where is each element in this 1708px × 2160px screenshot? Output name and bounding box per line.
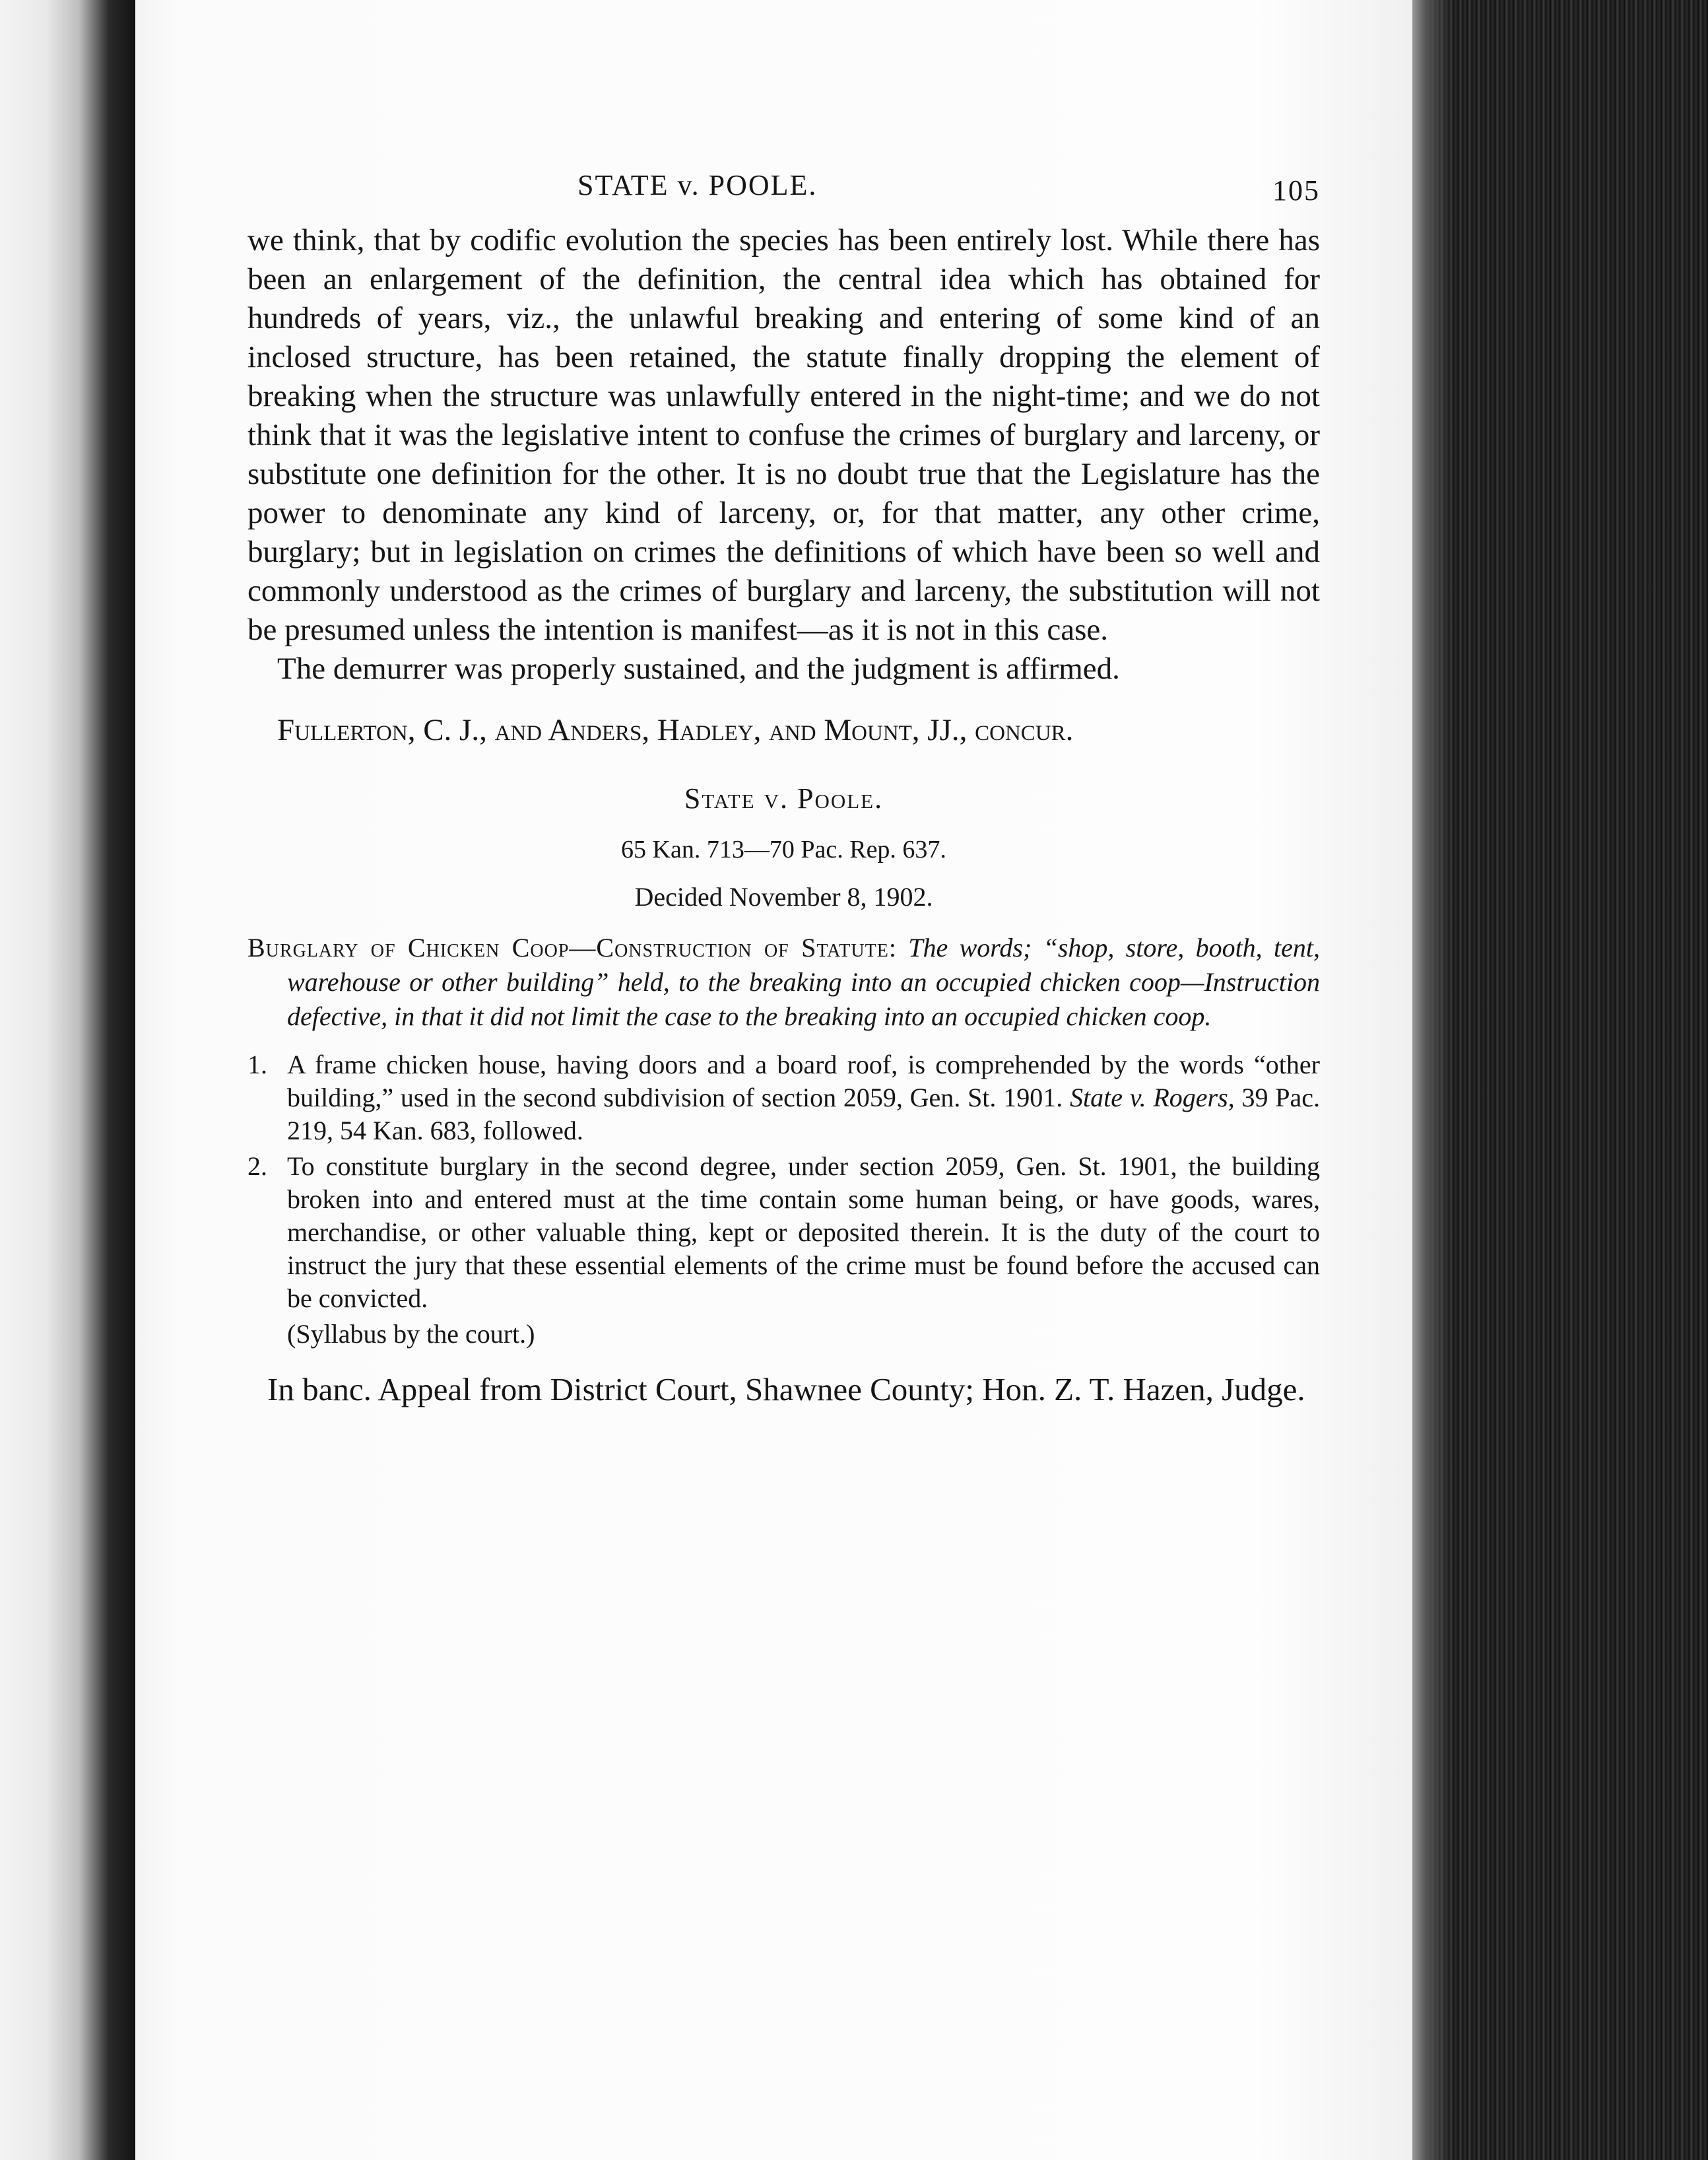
page-number: 105 [1272, 174, 1320, 207]
case-citation: 65 Kan. 713—70 Pac. Rep. 637. [621, 836, 946, 863]
case-title: State v. Poole. [684, 782, 884, 815]
book-page-edges [1412, 0, 1708, 2160]
concurrence-line: Fullerton, C. J., and Anders, Hadley, and Mount, JJ., concur. [277, 713, 1074, 747]
syllabus-item [247, 1150, 1320, 1315]
decision-date: Decided November 8, 1902. [634, 882, 933, 912]
opinion-paragraph: we think, that by codific evolution the species has been entirely lost. While there has been an enlargement of the definition, the central idea which has obtained for hundreds of years, viz., the unlawful breaking and entering of some kind of an inclosed structure, has been retained, the statute finally dropping the element of breaking when the structure was unlawfully entered in the night-time; and we do not think that it was the legislative intent to confuse the crimes of burglary and larceny, or substitute one definition for the other. It is no doubt true that the Legislature has the power to denominate any kind of larceny, or, for that matter, any other crime, burglary; but in legislation on crimes the definitions of which have been so well and commonly understood as the crimes of burglary and larceny, the substitution will not be presumed unless the intention is manifest—as it is not in this case. [247, 223, 1320, 647]
syllabus-text: A frame chicken house, having doors and a board roof, is comprehended by the words “other building,” used in the second subdivision of section 2059, Gen. St. 1901. [287, 1050, 1320, 1112]
cited-case-name: State v. Rogers, [1070, 1083, 1235, 1112]
headnote-text: The words; “shop, store, booth, tent, warehouse or other building” held, to the breaking into an occupied chicken coop—Instruction defective, in that it did not limit the case to the breaking into an occupied chicken coop. [287, 933, 1320, 1031]
page-content [247, 168, 1320, 1410]
opinion-paragraph: The demurrer was properly sustained, and the judgment is affirmed. [277, 652, 1120, 686]
appeal-line: In banc. Appeal from District Court, Shawnee County; Hon. Z. T. Hazen, Judge. [267, 1371, 1305, 1407]
left-page-gutter [0, 0, 135, 2160]
headnote [247, 931, 1320, 1034]
syllabus-list [247, 1048, 1320, 1315]
running-head-title: STATE v. POOLE. [577, 169, 818, 201]
running-head [247, 168, 1320, 221]
syllabus-note: (Syllabus by the court.) [287, 1319, 535, 1349]
syllabus-item [247, 1048, 1320, 1147]
syllabus-number: 2. [247, 1151, 267, 1181]
headnote-topic: Burglary of Chicken Coop—Construction of Statute: [247, 933, 897, 962]
syllabus-text: To constitute burglary in the second degree, under section 2059, Gen. St. 1901, the building broken into and entered must at the time contain some human being, or have goods, wares, merchandise, or other valuable thing, kept or deposited therein. It is the duty of the court to instruct the jury that these essential elements of the crime must be found before the accused can be convicted. [287, 1151, 1320, 1313]
syllabus-number: 1. [247, 1050, 267, 1079]
syllabus-text-after: 39 Pac. 219, 54 Kan. 683, followed. [287, 1083, 1321, 1145]
page-edge-shadow [1412, 0, 1452, 2160]
book-page [135, 0, 1412, 2160]
